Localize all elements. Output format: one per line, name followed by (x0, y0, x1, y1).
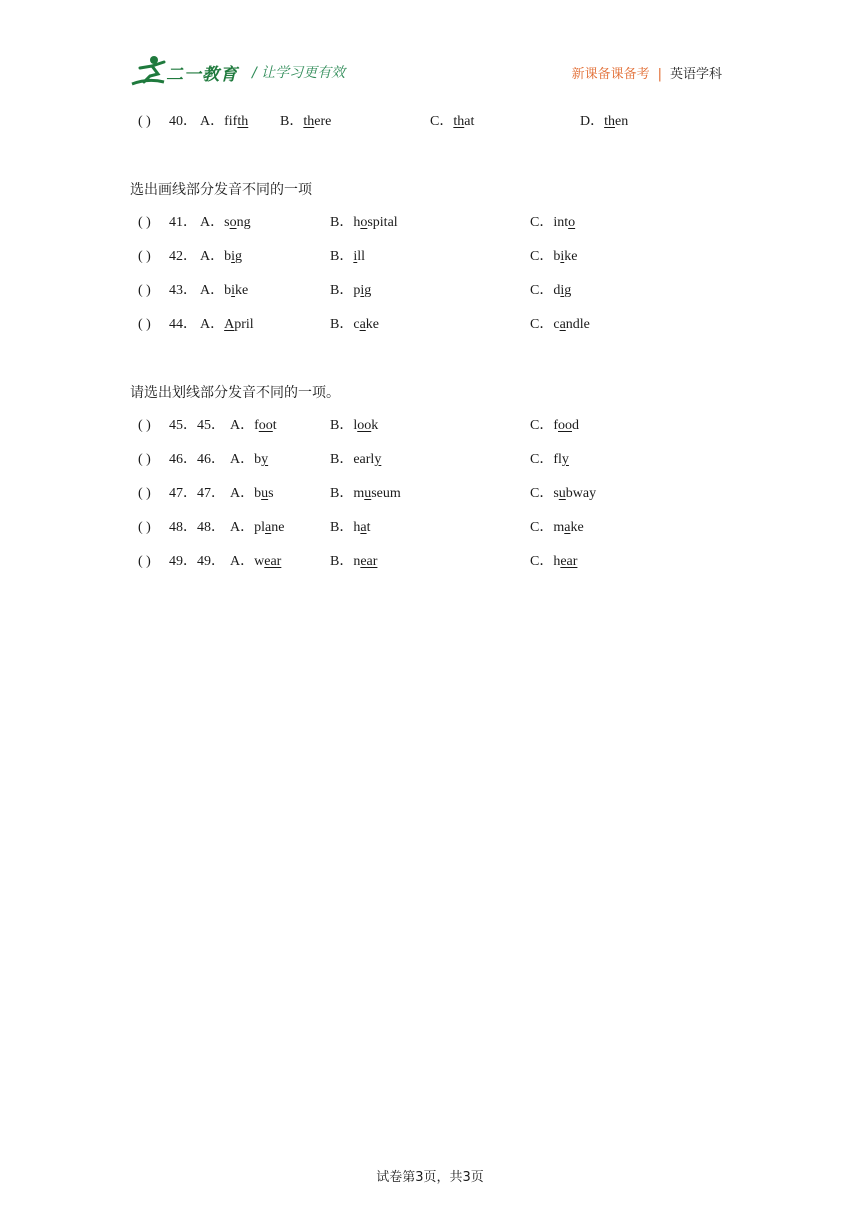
answer-paren[interactable]: ( ) (138, 554, 151, 569)
option-a: A．big (200, 249, 243, 264)
question-number: 47．47． (169, 486, 225, 501)
option-c: C．hear (530, 554, 578, 569)
option-a: A．fifth (200, 114, 249, 129)
runner-logo-icon (130, 54, 170, 88)
option-c: C．dig (530, 283, 572, 298)
answer-paren[interactable]: ( ) (138, 486, 151, 501)
answer-paren[interactable]: ( ) (138, 418, 151, 433)
page-header (130, 54, 730, 90)
option-b: B．museum (330, 486, 401, 501)
answer-paren[interactable]: ( ) (138, 249, 151, 264)
option-b: B．near (330, 554, 378, 569)
question-number: 45．45． (169, 418, 225, 433)
option-b: B．pig (330, 283, 372, 298)
option-a: A．bus (230, 486, 274, 501)
page-footer: 试卷第3页，共3页 (376, 1170, 484, 1185)
option-c: C．candle (530, 317, 590, 332)
option-a: A．by (230, 452, 269, 467)
answer-paren[interactable]: ( ) (138, 114, 151, 129)
option-b: B．early (330, 452, 382, 467)
question-number: 49．49． (169, 554, 225, 569)
option-a: A．wear (230, 554, 282, 569)
option-d: D．then (580, 114, 629, 129)
section-title-1: 选出画线部分发音不同的一项 (130, 182, 312, 198)
option-a: A．foot (230, 418, 277, 433)
option-b: B．hat (330, 520, 371, 535)
option-c: C．that (430, 114, 475, 129)
answer-paren[interactable]: ( ) (138, 317, 151, 332)
slogan: / 让学习更有效 (252, 65, 346, 81)
option-a: A．bike (200, 283, 249, 298)
question-number: 40． (169, 114, 197, 129)
option-c: C．fly (530, 452, 569, 467)
answer-paren[interactable]: ( ) (138, 520, 151, 535)
question-number: 43． (169, 283, 197, 298)
option-a: A．April (200, 317, 254, 332)
logo-text: 二一教育 (166, 65, 238, 85)
question-number: 48．48． (169, 520, 225, 535)
option-a: A．song (200, 215, 251, 230)
option-c: C．into (530, 215, 576, 230)
header-subject-name: 英语学科 (669, 67, 722, 82)
question-number: 41． (169, 215, 197, 230)
option-b: B．ill (330, 249, 366, 264)
option-b: B．cake (330, 317, 379, 332)
question-number: 44． (169, 317, 197, 332)
header-subject (572, 63, 722, 82)
option-b: B．hospital (330, 215, 398, 230)
answer-paren[interactable]: ( ) (138, 283, 151, 298)
answer-paren[interactable]: ( ) (138, 452, 151, 467)
header-tagline: 新课备课备考 (571, 67, 650, 82)
option-c: C．make (530, 520, 584, 535)
question-number: 42． (169, 249, 197, 264)
option-b: B．look (330, 418, 379, 433)
header-separator: | (657, 67, 662, 82)
option-a: A．plane (230, 520, 285, 535)
option-c: C．food (530, 418, 580, 433)
section-title-2: 请选出划线部分发音不同的一项。 (130, 385, 340, 401)
option-c: C．subway (530, 486, 597, 501)
option-c: C．bike (530, 249, 578, 264)
option-b: B．there (280, 114, 332, 129)
answer-paren[interactable]: ( ) (138, 215, 151, 230)
logo (130, 54, 242, 88)
question-number: 46．46． (169, 452, 225, 467)
